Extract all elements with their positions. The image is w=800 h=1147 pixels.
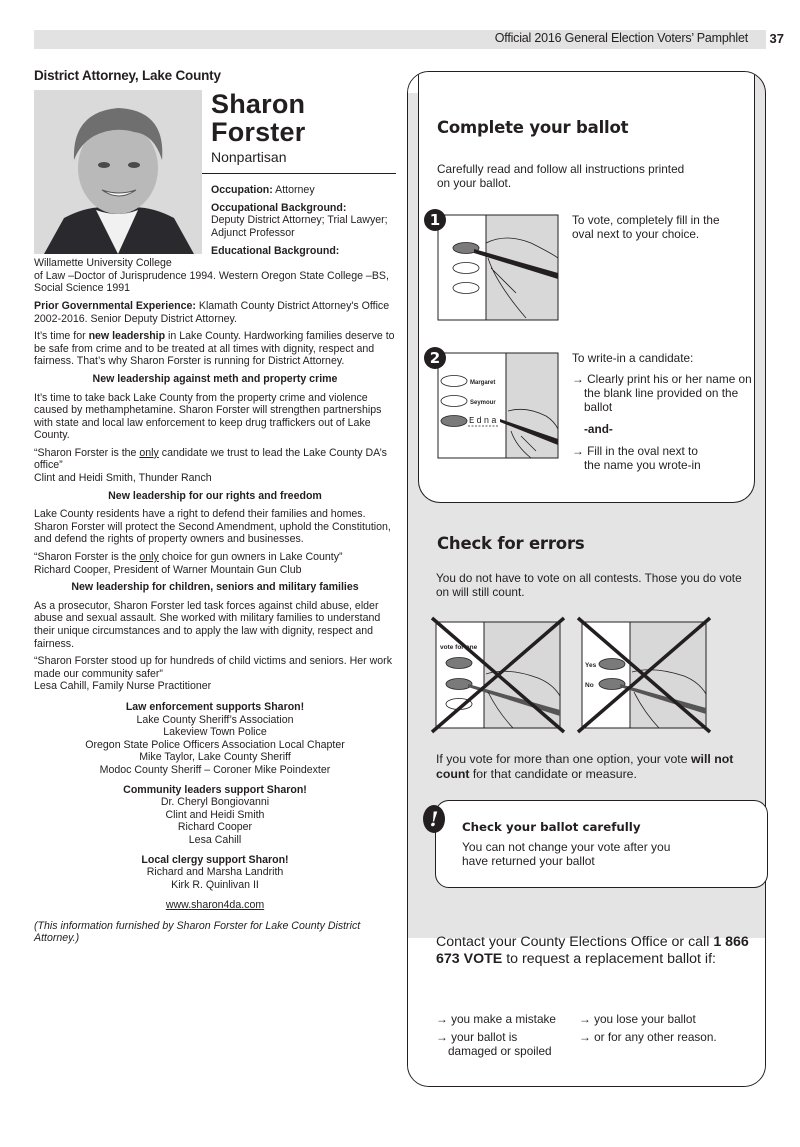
callout-text: You can not change your vote after you have returned your ballot [462, 840, 671, 868]
section-body: It’s time to take back Lake County from the property crime and violence caused by methamphetamine. Sharon Forster will strengthen partnerships with state and local law enforcement to keep drug traffickers out of Lake County. [34, 391, 382, 442]
step-2-badge: 2 [424, 347, 446, 369]
endorsement-heading: Law enforcement supports Sharon! [125, 700, 305, 713]
endorsement-heading: Community leaders support Sharon! [123, 783, 307, 796]
candidate-photo [34, 90, 202, 254]
endorsement-group [34, 784, 396, 847]
candidate-first-name: Sharon [211, 88, 306, 119]
endorser: Richard Cooper [177, 821, 253, 834]
example-label: vote for one [440, 644, 478, 651]
ballot-write-in: Edna [469, 416, 499, 426]
endorser: Oregon State Police Officers Association Local Chapter [85, 738, 345, 751]
campaign-website-link[interactable]: www.sharon4da.com [165, 899, 265, 912]
overvote-example-candidate [428, 612, 568, 738]
candidate-party: Nonpartisan [34, 151, 396, 175]
endorser: Modoc County Sheriff – Coroner Mike Poindexter [99, 763, 331, 776]
callout-title: Check your ballot carefully [462, 820, 641, 834]
governmental-experience: Prior Governmental Experience: Klamath County District Attorney's Office 2002-2016. Senior Deputy District Attorney. [34, 299, 390, 325]
intro-paragraph: It’s time for new leadership in Lake County. Hardworking families deserve to be safe from crime and to be treated at all times with dignity, respect and fairness. That’s why Sharon Forster is running for District Attorney. [34, 330, 395, 368]
step-1-text: To vote, completely fill in the oval next to your choice. [572, 213, 720, 241]
occupational-background: Occupational Background: Deputy District Attorney; Trial Lawyer; Adjunct Professor [211, 201, 388, 239]
endorser: Mike Taylor, Lake County Sheriff [139, 751, 291, 764]
section-body: As a prosecutor, Sharon Forster led task forces against child abuse, elder abuse and sexual assault. She worked with military families to understand their unique circumstances and to apply the law with dignity, respect and fairness. [34, 599, 381, 650]
section-quote: “Sharon Forster is the only choice for gun owners in Lake County” Richard Cooper, President of Warner Mountain Gun Club [34, 551, 343, 576]
office-title: District Attorney, Lake County [34, 68, 221, 83]
candidate-statement [34, 70, 396, 950]
replacement-text: Contact your County Elections Office or call 1 866 673 VOTE to request a replacement ballot if: [436, 934, 749, 967]
step-2-instruction-b: → Fill in the oval next to the name you wrote-in [572, 444, 701, 472]
section-quote: “Sharon Forster stood up for hundreds of child victims and seniors. Her work made our community safer” Lesa Cahill, Family Nurse Practitioner [34, 655, 392, 693]
write-in-illustration [436, 351, 561, 461]
section-quote: “Sharon Forster is the only candidate we trust to lead the Lake County DA’s office” Clint and Heidi Smith, Thunder Ranch [34, 446, 387, 485]
check-errors-intro: You do not have to vote on all contests. Those you do vote on will still count. [436, 571, 742, 599]
section-heading: New leadership for children, seniors and military families [71, 581, 359, 594]
endorser: Lesa Cahill [188, 833, 242, 846]
publication-title: Official 2016 General Election Voters’ Pamphlet [494, 31, 748, 45]
page-number: 37 [769, 31, 784, 46]
reason-item: → you make a mistake [436, 1012, 556, 1026]
step-2-text [572, 351, 752, 472]
overvote-warning: If you vote for more than one option, your vote will not count for that candidate or measure. [436, 752, 734, 781]
step-2-title: To write-in a candidate: [572, 351, 694, 365]
section-body: Lake County residents have a right to defend their families and homes. Sharon Forster will protect the Second Amendment, uphold the Constitution, and defend the rights of property owners and businesses. [34, 508, 391, 546]
section-heading: New leadership against meth and property crime [92, 372, 338, 385]
ballot-name: Margaret [470, 380, 496, 386]
example-yes: Yes [585, 662, 597, 669]
phone-number: 1 866 673 VOTE [436, 934, 749, 967]
step-1-badge: 1 [424, 209, 446, 231]
complete-ballot-title: Complete your ballot [437, 118, 629, 137]
quote-attribution: Clint and Heidi Smith, Thunder Ranch [34, 472, 212, 485]
reason-item: → your ballot is damaged or spoiled [436, 1030, 552, 1058]
overvote-example-measure [574, 612, 714, 738]
step-2-instruction-a: → Clearly print his or her name on the blank line provided on the ballot [572, 372, 752, 414]
educational-background-cont: of Law –Doctor of Jurisprudence 1994. Western Oregon State College –BS, Social Science 1991 [34, 269, 389, 295]
endorser: Kirk R. Quinlivan II [171, 878, 259, 891]
fill-oval-illustration [436, 213, 561, 323]
disclaimer: (This information furnished by Sharon Forster for Lake County District Attorney.) [34, 919, 361, 945]
statement-section [34, 373, 396, 485]
endorser: Clint and Heidi Smith [165, 808, 265, 821]
step-2-and: -and- [584, 422, 613, 436]
section-heading: New leadership for our rights and freedom [108, 489, 322, 502]
complete-ballot-intro: Carefully read and follow all instructions printed on your ballot. [437, 162, 685, 190]
endorsement-group [34, 701, 396, 777]
ballot-name: Seymour [470, 400, 496, 406]
endorsement-group [34, 854, 396, 892]
candidate-last-name: Forster [211, 116, 306, 147]
reason-item: → or for any other reason. [579, 1030, 717, 1044]
check-errors-title: Check for errors [437, 534, 585, 553]
endorser: Richard and Marsha Landrith [146, 866, 284, 879]
quote-attribution: Richard Cooper, President of Warner Mountain Gun Club [34, 563, 302, 576]
endorser: Lakeview Town Police [163, 726, 267, 739]
educational-background: Educational Background: Willamette University College [34, 244, 340, 270]
quote-attribution: Lesa Cahill, Family Nurse Practitioner [34, 680, 212, 693]
statement-section [34, 581, 396, 693]
endorsement-heading: Local clergy support Sharon! [141, 853, 289, 866]
exclamation-icon: ! [423, 805, 445, 833]
endorser: Dr. Cheryl Bongiovanni [160, 796, 270, 809]
occupation: Occupation: Attorney [211, 184, 315, 197]
reason-item: → you lose your ballot [579, 1012, 696, 1026]
statement-section [34, 490, 396, 577]
endorser: Lake County Sheriff’s Association [136, 713, 294, 726]
example-no: No [585, 682, 594, 689]
